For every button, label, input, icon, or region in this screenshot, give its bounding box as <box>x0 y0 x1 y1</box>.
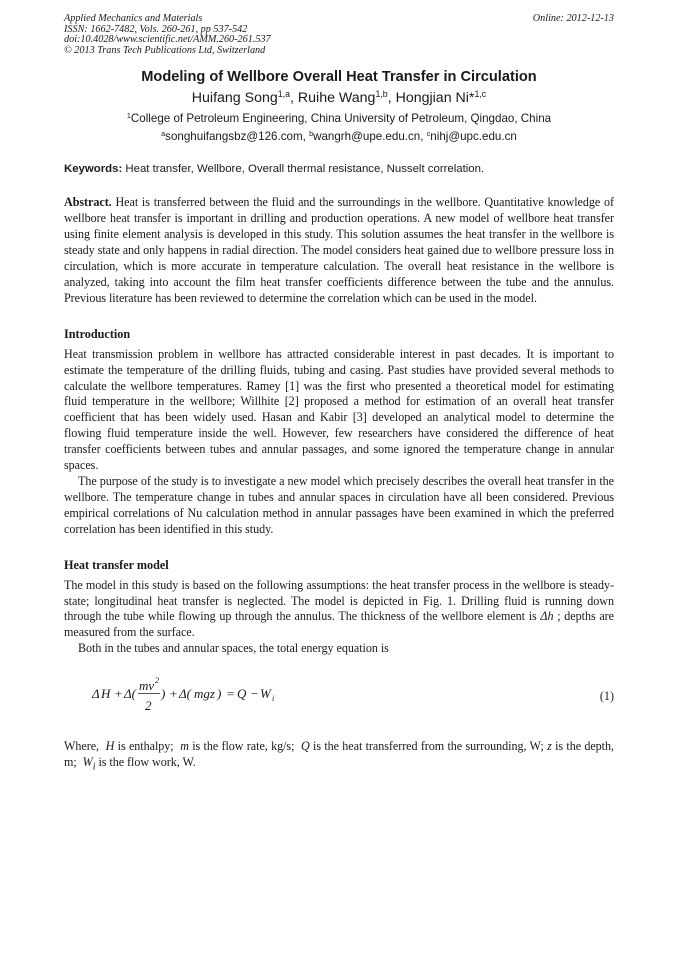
svg-text:W: W <box>260 686 271 702</box>
abstract-text: Heat is transferred between the fluid and the surroundings in the wellbore. Quantitative knowledge of wellbore heat transfer is important in drilling and production operations. A new model of wellbore heat transfer using finite element analysis is developed in this study. This solution assumes the heat transfer in the wellbore is steady state and only happens in radial direction. The model considers heat gained due to wellbore pressure loss in circulation, which is more accurate in temperature calculation. The overall heat resistance in the wellbore is analyzed, taking into account the film heat transfer coefficients difference between the tube and the annulus. Previous literature has been reviewed to determine the correlation which can be used in the model. <box>64 195 614 305</box>
affiliation: $^1$College of Petroleum Engineering, China University of Petroleum, Qingdao, China <box>126 111 552 126</box>
author-list <box>64 90 614 106</box>
email: $^a$songhuifangsbz@126.com, <box>161 129 310 144</box>
issn-line: ISSN: 1662-7482, Vols. 260-261, pp 537-542 <box>64 23 248 35</box>
abstract-label: Abstract. <box>64 195 112 210</box>
svg-text:Δ: Δ <box>92 686 100 702</box>
keywords-label: Keywords: <box>64 163 123 176</box>
journal-header <box>64 14 614 56</box>
svg-text:Δ(: Δ( <box>179 686 191 702</box>
model-paragraph-1: The model in this study is based on the following assumptions: the heat transfer process in the wellbore is steady-state; longitudinal heat transfer is neglected. The model is depicted in Fig. 1. Drilling fluid is running down through the tube while flowing up through the annulus. The thickness of the wellbore element is Δh ; depths are measured from the surface. <box>64 577 614 640</box>
author: Hongjian Ni*$^{1,c}$ <box>395 89 487 107</box>
doi-line: doi:10.4028/www.scientific.net/AMM.260-261.537 <box>64 34 271 46</box>
author: Huifang Song$^{1,a}$, <box>191 89 298 107</box>
svg-text:i: i <box>272 694 275 704</box>
intro-paragraph-2: The purpose of the study is to investigate a new model which precisely describes the overall heat transfer in the wellbore. The temperature change in tubes and annular spaces in circulation have all been considered. Previous empirical correlations of Nu calculation method in annular passages have been examined in which the preferred correlation has been identified in this study. <box>64 473 614 536</box>
author-emails <box>64 130 614 143</box>
svg-text:): ) <box>161 686 166 702</box>
section-heading-heat-transfer-model: Heat transfer model <box>64 557 169 572</box>
svg-text:mv: mv <box>139 678 155 694</box>
delta-h-symbol: Δh <box>540 609 554 624</box>
keywords <box>64 163 614 175</box>
paper-page <box>64 14 614 775</box>
equation-1 <box>64 667 614 721</box>
intro-paragraph-1: Heat transmission problem in wellbore has attracted considerable interest in past decades. It is important to estimate the temperature of the drilling fluids, tubing and casing. Past studies have provided several methods to calculate the wellbore temperatures. Ramey [1] was the first who presented a theoretical model for estimating fluid temperature in the wellbore; Willhite [2] proposed a method for estimation of an overall heat transfer coefficient that has been widely used. Hasan and Kabir [3] developed an analytical model to determine the flowing fluid temperature inside the well. However, few researchers have considered the difference of heat transfer coefficients between tubes and annular passages, and some ignored the temperature change in annular spaces. <box>64 346 614 473</box>
svg-text:mgz: mgz <box>194 686 215 702</box>
svg-text:): ) <box>217 686 222 702</box>
svg-text:2: 2 <box>155 676 159 686</box>
online-date: Online: 2012-12-13 <box>532 13 614 24</box>
svg-text:−: − <box>250 686 259 702</box>
energy-equation-image <box>92 667 322 721</box>
keywords-text: Heat transfer, Wellbore, Overall thermal resistance, Nusselt correlation. <box>125 163 485 176</box>
author: Ruihe Wang$^{1,b}$, <box>297 89 396 107</box>
svg-text:Δ(: Δ( <box>124 686 136 702</box>
svg-text:2: 2 <box>145 698 152 714</box>
svg-text:+: + <box>169 686 178 702</box>
equation-variable-definitions: Where, H is enthalpy; m is the flow rate, kg/s; Q is the heat transferred from the surrounding, W; z is the depth, m; $W_i$ is the flow work, W. <box>64 739 614 773</box>
copyright-line: © 2013 Trans Tech Publications Ltd, Switzerland <box>64 44 266 56</box>
svg-text:=: = <box>226 686 235 702</box>
email: $^b$wangrh@upe.edu.cn, <box>309 129 427 144</box>
svg-text:Q: Q <box>237 686 247 702</box>
equation-number: (1) <box>599 689 614 704</box>
abstract <box>64 195 614 306</box>
svg-text:H: H <box>101 686 111 702</box>
journal-name: Applied Mechanics and Materials <box>64 13 203 24</box>
email: $^c$nihj@upc.edu.cn <box>426 129 517 144</box>
paper-title: Modeling of Wellbore Overall Heat Transfer in Circulation <box>141 69 537 86</box>
section-heading-introduction: Introduction <box>64 326 131 341</box>
svg-text:+: + <box>114 686 123 702</box>
model-paragraph-2: Both in the tubes and annular spaces, the total energy equation is <box>78 641 389 656</box>
